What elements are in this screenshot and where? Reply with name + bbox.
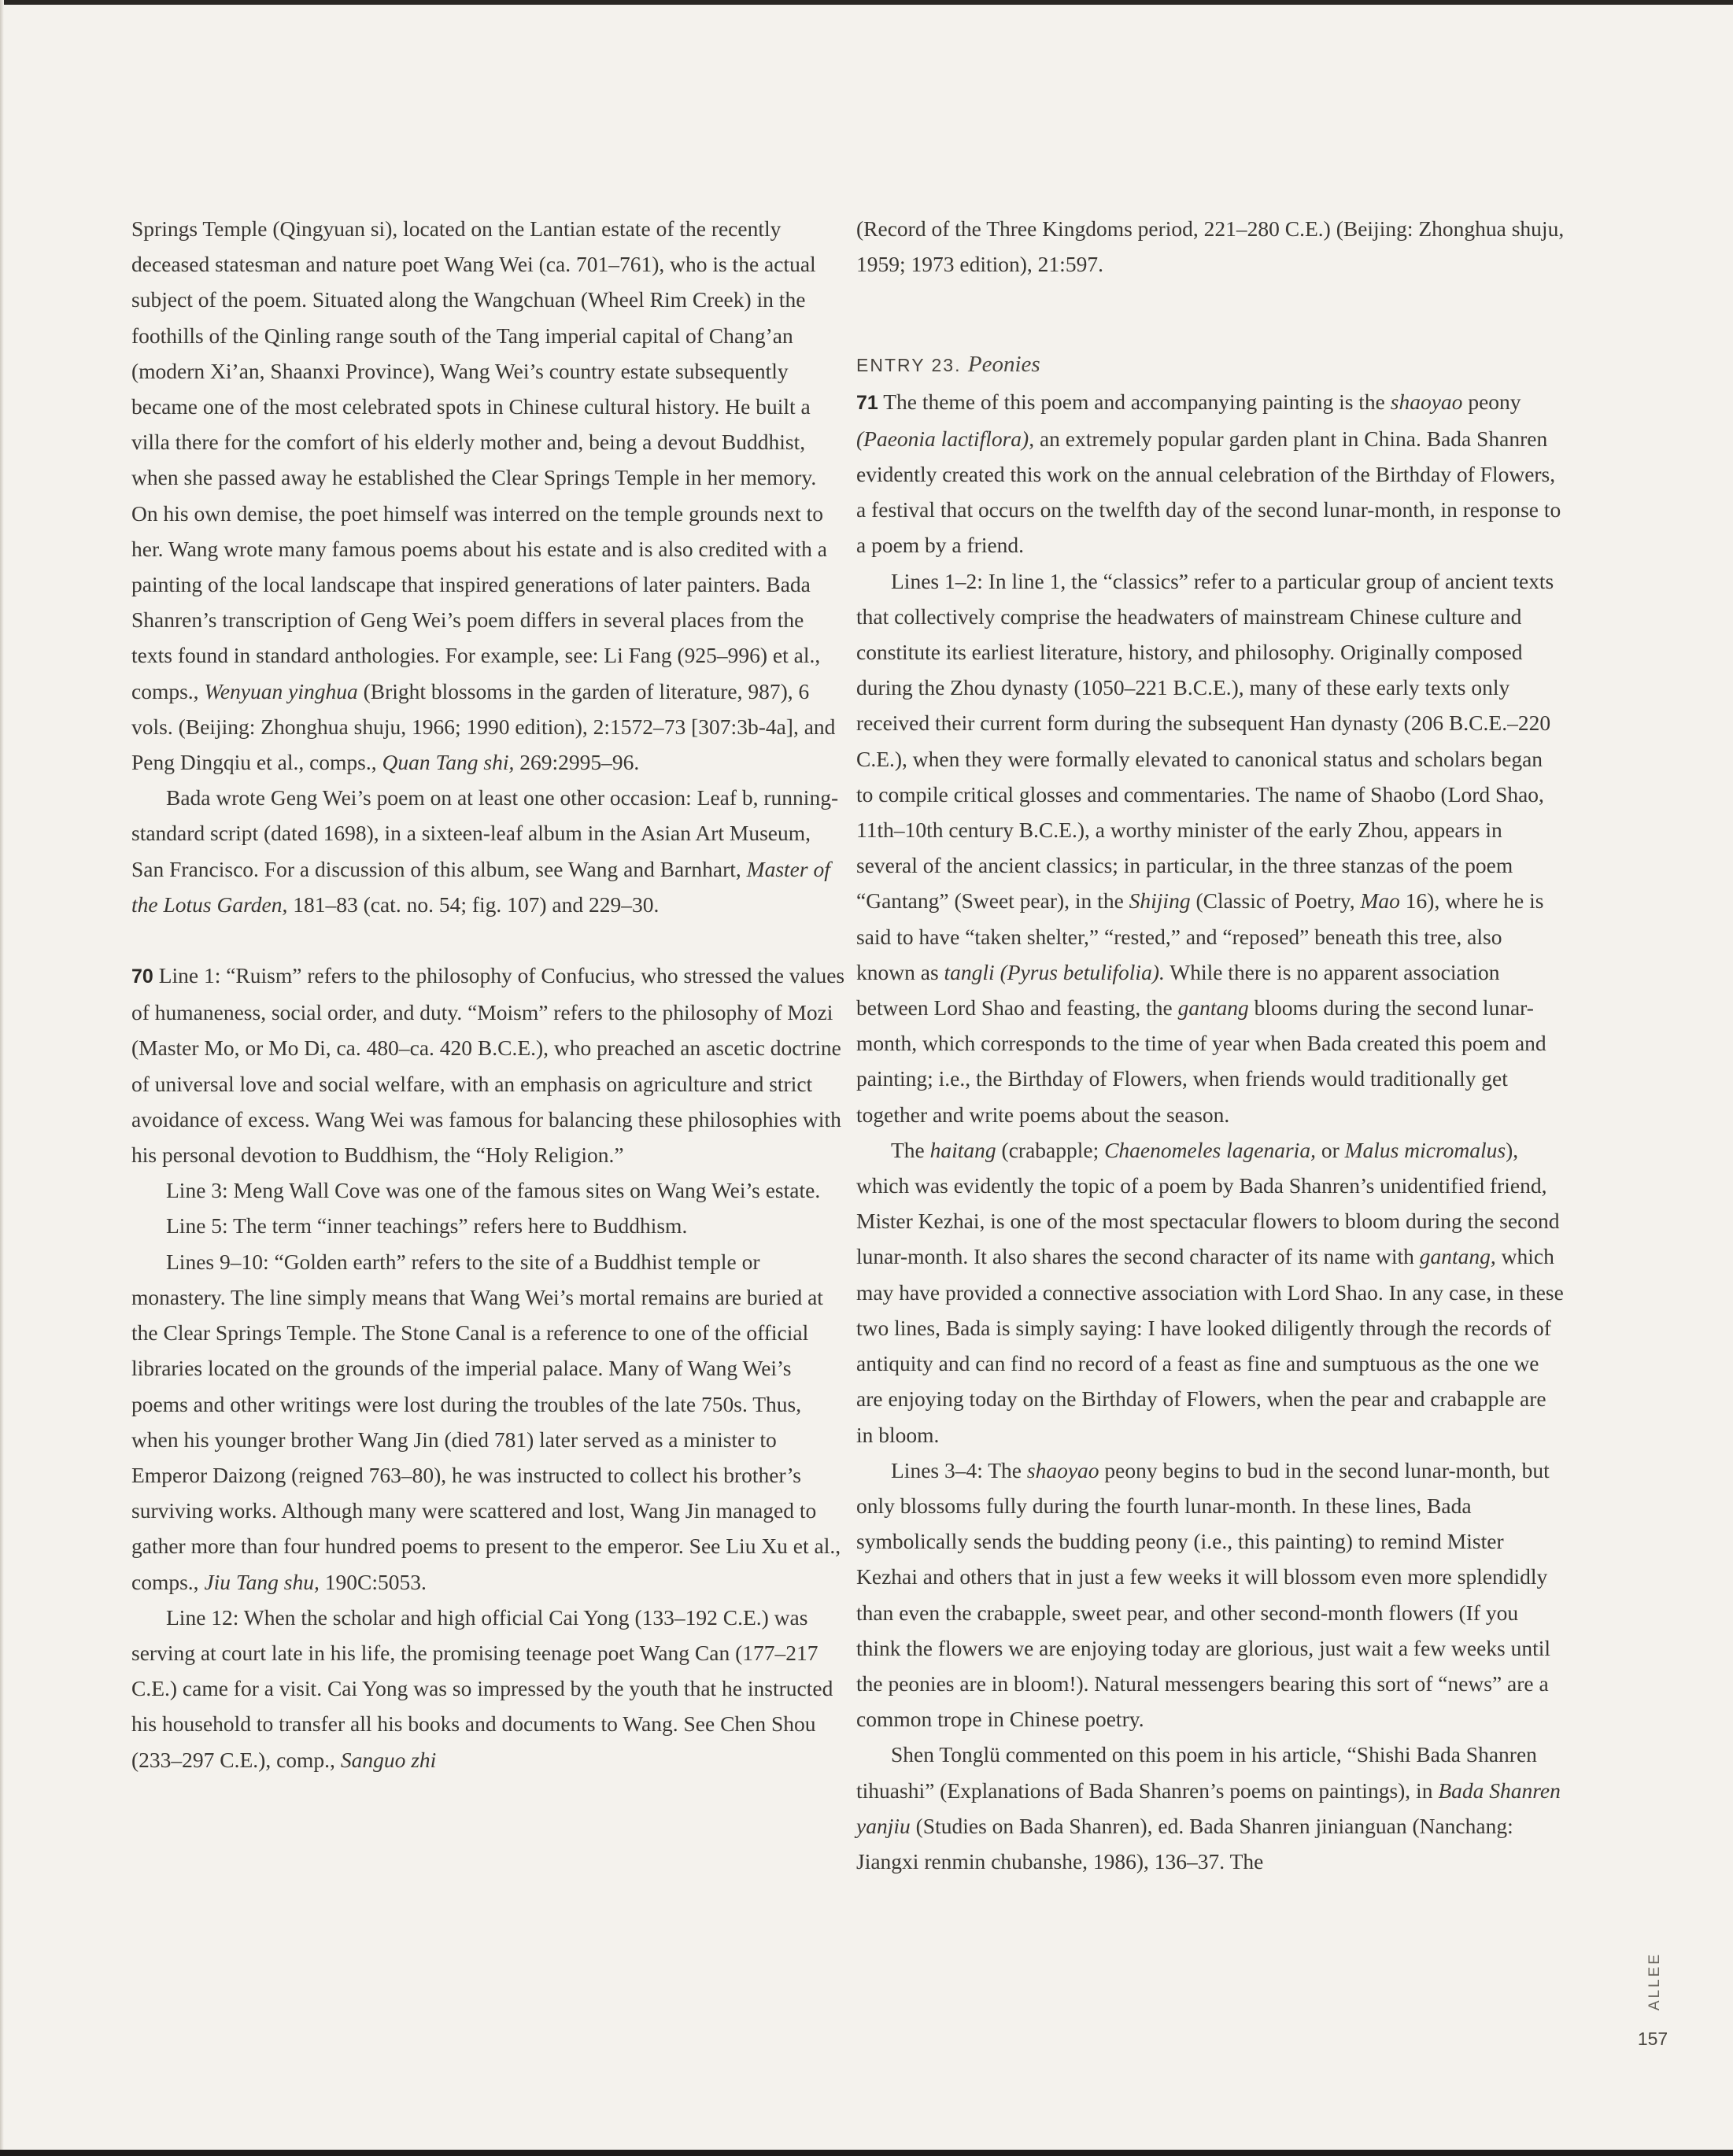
text-run: peony begins to bud in the second lunar-month, but only blossoms fully during the fourth lunar-month. In these lines, Bada symbolically sends the budding peony (i.e., this painting) to remind Mister Kezhai and others that in just a few weeks it will blossom even more splendidly than even the crabapple, sweet pear, and other second-month flowers (If you think the flowers we are enjoying today are glorious, just wait a few weeks until the peonies are in bloom!). Natural messengers bearing this sort of “news” are a common trope in Chinese poetry. [856,1457,1551,1732]
text-run: Lines 1–2: In line 1, the “classics” refer to a particular group of ancient texts that collectively comprise the headwaters of mainstream Chinese culture and constitute its earliest literature, history, and philosophy. Originally composed during the Zhou dynasty (1050–221 B.C.E.), many of these early texts only received their current form during the subsequent Han dynasty (206 B.C.E.–220 C.E.), when they were formally elevated to canonical status and scholars began to compile critical glosses and commentaries. The name of Shaobo (Lord Shao, 11th–10th century B.C.E.), a worthy minister of the early Zhou, appears in several of the ancient classics; in particular, in the three stanzas of the poem “Gantang” (Sweet pear), in the [856,568,1554,914]
text-run: (Classic of Poetry, [1190,888,1361,914]
text-run: ), which was evidently the topic of a poem by Bada Shanren’s unidentified friend, Mister Kezhai, is one of the most spectacular flowers to bloom during the second lunar-month. It also shares the second character of its name with [856,1137,1560,1269]
italic-title: Sanguo zhi [340,1747,437,1772]
text-run: 181–83 (cat. no. 54; fig. 107) and 229–30. [287,892,660,917]
note-70-lines9-10 [131,1244,848,1600]
text-run: blooms during the second lunar-month, which corresponds to the time of year when Bada created this poem and painting; i.e., the Birthday of Flowers, when friends would traditionally get together and write poems about the season. [856,995,1546,1127]
side-mark-text: ALLEE [1646,1951,1663,2011]
italic-title: Wenyuan yinghua [204,678,358,703]
entry-heading [856,347,1565,383]
running-head-side [1647,1950,1663,2013]
italic-term: Shijing [1129,888,1191,914]
note-number: 71 [856,391,878,414]
italic-term: shaoyao [1390,389,1463,414]
right-text-column [856,211,1565,1879]
text-run: The theme of this poem and accompanying painting is the [883,389,1391,414]
note-70-line12 [131,1600,848,1778]
text-run: an extremely popular garden plant in China. Bada Shanren evidently created this work on the annual celebration of the Birthday of Flowers, a festival that occurs on the twelfth day of the second lunar-month, in response to a poem by a friend. [856,426,1561,558]
text-run: (Studies on Bada Shanren), ed. Bada Shanren jinianguan (Nanchang: Jiangxi renmin chubanshe, 1986), 136–37. The [856,1813,1513,1874]
italic-title: Jiu Tang shu, [204,1569,320,1594]
top-edge-bar [0,0,1733,5]
entry-label: ENTRY 23. [856,355,962,376]
italic-term: (Paeonia lactiflora), [856,426,1035,451]
italic-term: haitang [929,1137,996,1162]
paragraph-69-continued [131,211,848,780]
italic-term: Malus micromalus [1344,1137,1506,1162]
text-run: peony [1462,389,1521,414]
note-70-continued: (Record of the Three Kingdoms period, 221–280 C.E.) (Beijing: Zhonghua shuju, 1959; 1973 edition), 21:597. [856,216,1565,277]
note-71-lines3-4 [856,1453,1565,1737]
note-71-lines1-2 [856,563,1565,1132]
text-run: The [891,1137,930,1162]
italic-title: Quan Tang shi, [382,750,515,775]
paragraph-bada-album [131,780,848,922]
text-run: 16), where he is said to have “taken shelter,” “rested,” and “reposed” beneath this tree, also known as [856,888,1544,984]
italic-term: gantang [1177,995,1249,1021]
text-run: or [1315,1137,1345,1162]
text-run: Bada wrote Geng Wei’s poem on at least one other occasion: Leaf b, running-standard script (dated 1698), in a sixteen-leaf album in the Asian Art Museum, San Francisco. For a discussion of this album, see Wang and Barnhart, [131,785,839,881]
text-run: (Bright blossoms in the garden of literature, 987), 6 vols. (Beijing: Zhonghua shuju, 1966; 1990 edition), 2:1572–73 [307:3b-4a], and Peng Dingqiu et al., comps., [131,678,836,775]
text-run: Line 1: “Ruism” refers to the philosophy of Confucius, who stressed the values of humaneness, social order, and duty. “Moism” refers to the philosophy of Mozi (Master Mo, or Mo Di, ca. 480–ca. 420 B.C.E.), who preached an ascetic doctrine of universal love and social welfare, with an emphasis on agriculture and strict avoidance of excess. Wang Wei was famous for balancing these philosophies with his personal devotion to Buddhism, the “Holy Religion.” [131,963,845,1168]
text-run: While there is no apparent association between Lord Shao and feasting, the [856,959,1500,1021]
italic-term: tangli (Pyrus betulifolia). [944,959,1165,984]
italic-term: Chaenomeles lagenaria, [1104,1137,1316,1162]
text-run: 269:2995–96. [514,750,640,775]
entry-title: Peonies [967,352,1040,378]
text-run: Shen Tonglü commented on this poem in his article, “Shishi Bada Shanren tihuashi” (Explanations of Bada Shanren’s poems on paintings), in [856,1742,1537,1803]
note-number: 70 [131,965,153,988]
note-70 [131,958,848,1172]
page-gutter-shadow [0,0,4,2156]
italic-term: gantang, [1419,1244,1496,1269]
text-run: Lines 9–10: “Golden earth” refers to the site of a Buddhist temple or monastery. The line simply means that Wang Wei’s mortal remains are buried at the Clear Springs Temple. The Stone Canal is a reference to one of the official libraries located on the grounds of the imperial palace. Many of Wang Wei’s poems and other writings were lost during the troubles of the late 750s. Thus, when his younger brother Wang Jin (died 781) later served as a minister to Emperor Daizong (reigned 763–80), he was instructed to collect his brother’s surviving works. Although many were scattered and lost, Wang Jin managed to gather more than four hundred poems to present to the emperor. See Liu Xu et al., comps., [131,1249,841,1594]
note-71-shen-tonglu [856,1737,1565,1879]
page-number: 157 [1637,2029,1668,2049]
bottom-edge-bar [0,2150,1733,2156]
text-run: (crabapple; [996,1137,1105,1162]
note-71 [856,384,1565,563]
italic-title: Bada Shanren yanjiu [856,1778,1561,1838]
italic-term: Mao [1360,888,1400,914]
text-run: Line 12: When the scholar and high official Cai Yong (133–192 C.E.) was serving at court late in his life, the promising teenage poet Wang Can (177–217 C.E.) came for a visit. Cai Yong was so impressed by the youth that he instructed his household to transfer all his books and documents to Wang. See Chen Shou (233–297 C.E.), comp., [131,1604,833,1772]
note-70-line3: Line 3: Meng Wall Cove was one of the famous sites on Wang Wei’s estate. [166,1178,821,1203]
text-run: which may have provided a connective association with Lord Shao. In any case, in these two lines, Bada is simply saying: I have looked diligently through the records of antiquity and can find no record of a feast as fine and sumptuous as the one we are enjoying today on the Birthday of Flowers, when the pear and crabapple are in bloom. [856,1244,1564,1447]
text-run: Springs Temple (Qingyuan si), located on the Lantian estate of the recently deceased statesman and nature poet Wang Wei (ca. 701–761), who is the actual subject of the poem. Situated along the Wangchuan (Wheel Rim Creek) in the foothills of the Qinling range south of the Tang imperial capital of Chang’an (modern Xi’an, Shaanxi Province), Wang Wei’s country estate subsequently became one of the most celebrated spots in Chinese cultural history. He built a villa there for the comfort of his elderly mother and, being a devout Buddhist, when she passed away he established the Clear Springs Temple in her memory. On his own demise, the poet himself was interred on the temple grounds next to her. Wang wrote many famous poems about his estate and is also credited with a painting of the local landscape that inspired generations of later painters. Bada Shanren’s transcription of Geng Wei’s poem differs in several places from the texts found in standard anthologies. For example, see: Li Fang (925–996) et al., comps., [131,216,827,703]
italic-term: shaoyao [1026,1457,1099,1482]
left-text-column [131,211,848,1778]
note-71-haitang [856,1132,1565,1453]
note-70-line5: Line 5: The term “inner teachings” refers here to Buddhism. [166,1213,688,1239]
italic-title: Master of the Lotus Garden, [131,856,830,917]
text-run: 190C:5053. [319,1569,427,1594]
text-run: Lines 3–4: The [891,1457,1027,1482]
